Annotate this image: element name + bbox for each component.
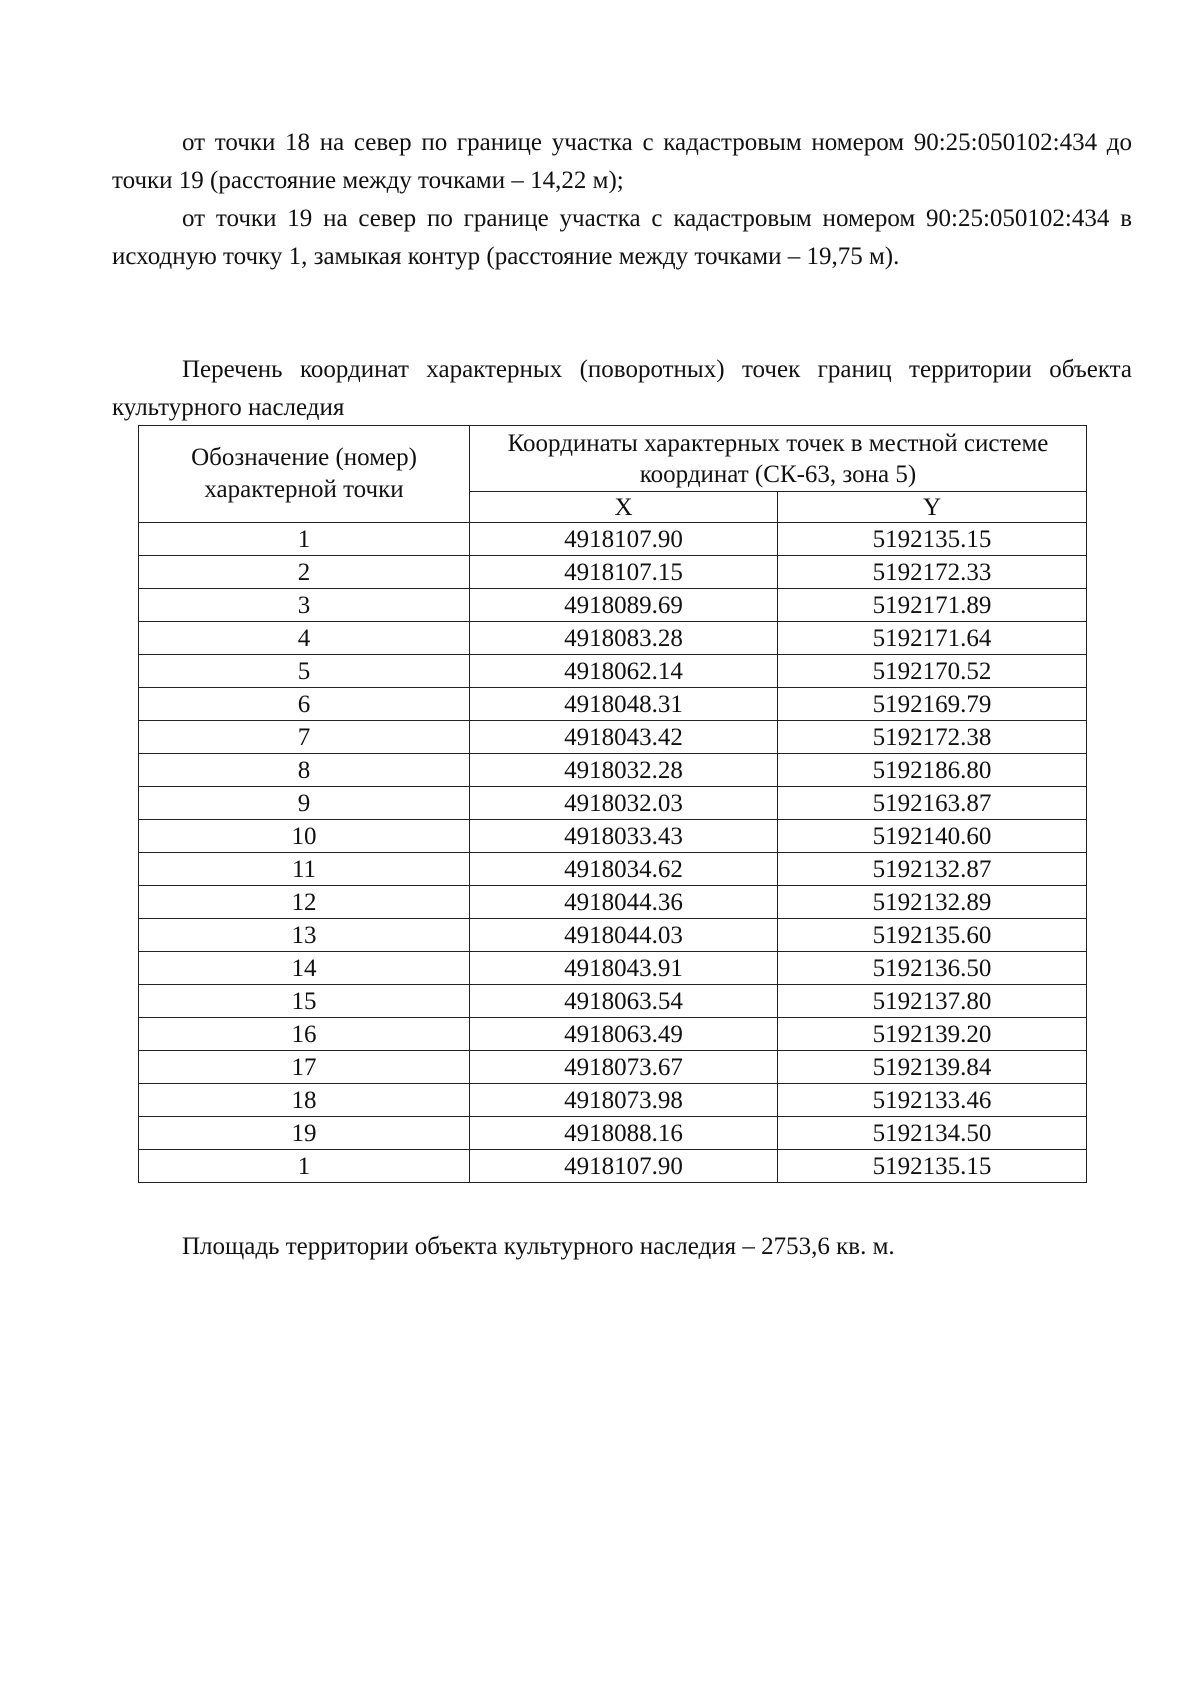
cell-x: 4918088.16 bbox=[470, 1117, 778, 1150]
coordinates-table bbox=[138, 425, 1087, 1183]
cell-x: 4918062.14 bbox=[470, 655, 778, 688]
cell-x: 4918032.03 bbox=[470, 787, 778, 820]
cell-y: 5192135.15 bbox=[778, 1150, 1087, 1183]
cell-y: 5192137.80 bbox=[778, 985, 1087, 1018]
table-body bbox=[139, 523, 1087, 1183]
cell-y: 5192135.15 bbox=[778, 523, 1087, 556]
cell-x: 4918034.62 bbox=[470, 853, 778, 886]
cell-point-number: 14 bbox=[139, 952, 470, 985]
table-row bbox=[139, 556, 1087, 589]
cell-point-number: 6 bbox=[139, 688, 470, 721]
cell-point-number: 5 bbox=[139, 655, 470, 688]
table-row bbox=[139, 919, 1087, 952]
cell-point-number: 16 bbox=[139, 1018, 470, 1051]
cell-y: 5192172.33 bbox=[778, 556, 1087, 589]
cell-y: 5192139.84 bbox=[778, 1051, 1087, 1084]
cell-x: 4918073.67 bbox=[470, 1051, 778, 1084]
boundary-paragraph-19-1: от точки 19 на север по границе участка с кадастровым номером 90:25:050102:434 в исходную точку 1, замыкая контур (расстояние между точками – 19,75 м). bbox=[112, 205, 1132, 270]
area-statement: Площадь территории объекта культурного наследия – 2753,6 кв. м. bbox=[182, 1233, 895, 1260]
cell-y: 5192136.50 bbox=[778, 952, 1087, 985]
header-x: X bbox=[470, 492, 778, 523]
table-row bbox=[139, 622, 1087, 655]
cell-x: 4918073.98 bbox=[470, 1084, 778, 1117]
cell-x: 4918033.43 bbox=[470, 820, 778, 853]
cell-x: 4918048.31 bbox=[470, 688, 778, 721]
cell-point-number: 4 bbox=[139, 622, 470, 655]
cell-y: 5192170.52 bbox=[778, 655, 1087, 688]
table-row bbox=[139, 1018, 1087, 1051]
cell-y: 5192171.64 bbox=[778, 622, 1087, 655]
cell-point-number: 19 bbox=[139, 1117, 470, 1150]
cell-x: 4918089.69 bbox=[470, 589, 778, 622]
table-row bbox=[139, 886, 1087, 919]
table-row bbox=[139, 787, 1087, 820]
cell-y: 5192132.89 bbox=[778, 886, 1087, 919]
cell-x: 4918107.90 bbox=[470, 523, 778, 556]
cell-point-number: 7 bbox=[139, 721, 470, 754]
table-row bbox=[139, 985, 1087, 1018]
cell-x: 4918083.28 bbox=[470, 622, 778, 655]
cell-y: 5192169.79 bbox=[778, 688, 1087, 721]
table-row bbox=[139, 1051, 1087, 1084]
cell-point-number: 18 bbox=[139, 1084, 470, 1117]
cell-x: 4918063.54 bbox=[470, 985, 778, 1018]
table-row bbox=[139, 820, 1087, 853]
cell-point-number: 11 bbox=[139, 853, 470, 886]
cell-point-number: 9 bbox=[139, 787, 470, 820]
table-row bbox=[139, 1084, 1087, 1117]
cell-point-number: 13 bbox=[139, 919, 470, 952]
cell-point-number: 3 bbox=[139, 589, 470, 622]
cell-x: 4918043.42 bbox=[470, 721, 778, 754]
cell-x: 4918043.91 bbox=[470, 952, 778, 985]
cell-y: 5192133.46 bbox=[778, 1084, 1087, 1117]
header-point-number: Обозначение (номер) характерной точки bbox=[139, 426, 470, 523]
table-row bbox=[139, 1117, 1087, 1150]
cell-y: 5192132.87 bbox=[778, 853, 1087, 886]
cell-y: 5192163.87 bbox=[778, 787, 1087, 820]
table-row bbox=[139, 754, 1087, 787]
cell-point-number: 8 bbox=[139, 754, 470, 787]
cell-y: 5192139.20 bbox=[778, 1018, 1087, 1051]
cell-x: 4918044.36 bbox=[470, 886, 778, 919]
table-row bbox=[139, 1150, 1087, 1183]
table-row bbox=[139, 688, 1087, 721]
cell-point-number: 2 bbox=[139, 556, 470, 589]
cell-point-number: 1 bbox=[139, 523, 470, 556]
cell-y: 5192186.80 bbox=[778, 754, 1087, 787]
header-coordinates: Координаты характерных точек в местной системе координат (СК-63, зона 5) bbox=[470, 426, 1087, 492]
table-row bbox=[139, 952, 1087, 985]
table-row bbox=[139, 853, 1087, 886]
cell-x: 4918107.90 bbox=[470, 1150, 778, 1183]
table-caption: Перечень координат характерных (поворотных) точек границ территории объекта культурного наследия bbox=[112, 356, 1132, 421]
boundary-paragraph-18-19: от точки 18 на север по границе участка с кадастровым номером 90:25:050102:434 до точки 19 (расстояние между точками – 14,22 м); bbox=[112, 129, 1132, 194]
header-y: Y bbox=[778, 492, 1087, 523]
cell-x: 4918044.03 bbox=[470, 919, 778, 952]
table-header-row bbox=[139, 426, 1087, 492]
table-row bbox=[139, 721, 1087, 754]
cell-x: 4918107.15 bbox=[470, 556, 778, 589]
cell-point-number: 1 bbox=[139, 1150, 470, 1183]
cell-point-number: 10 bbox=[139, 820, 470, 853]
cell-y: 5192171.89 bbox=[778, 589, 1087, 622]
cell-y: 5192134.50 bbox=[778, 1117, 1087, 1150]
cell-x: 4918032.28 bbox=[470, 754, 778, 787]
table-row bbox=[139, 523, 1087, 556]
cell-x: 4918063.49 bbox=[470, 1018, 778, 1051]
cell-point-number: 15 bbox=[139, 985, 470, 1018]
cell-y: 5192140.60 bbox=[778, 820, 1087, 853]
cell-point-number: 17 bbox=[139, 1051, 470, 1084]
table-row bbox=[139, 655, 1087, 688]
cell-point-number: 12 bbox=[139, 886, 470, 919]
cell-y: 5192135.60 bbox=[778, 919, 1087, 952]
cell-y: 5192172.38 bbox=[778, 721, 1087, 754]
table-row bbox=[139, 589, 1087, 622]
